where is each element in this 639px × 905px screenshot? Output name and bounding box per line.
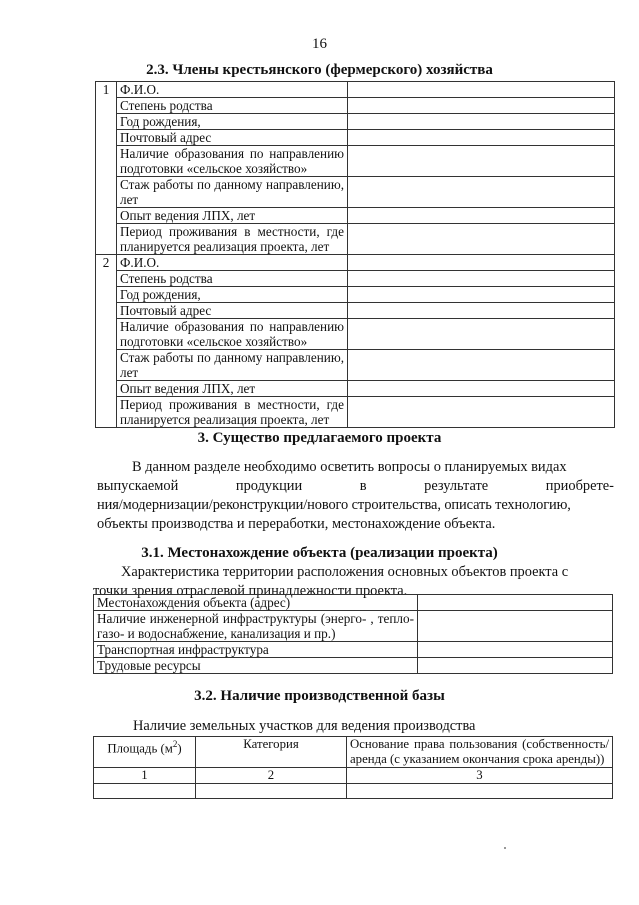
member-field-value[interactable] [348,350,615,381]
table-row [96,208,615,224]
member-field-value[interactable] [348,397,615,428]
word: приобрете- [545,478,614,494]
page-number: 16 [312,36,327,52]
member-field-label: Степень родства [117,98,348,114]
member-field-label: Ф.И.О. [117,82,348,98]
table-row [96,224,615,255]
table-row [96,350,615,381]
table-number-row [94,768,613,784]
member-field-label: Степень родства [117,271,348,287]
table-row [96,381,615,397]
header-basis: Основание права пользования (собственность/аренда (с указанием окончания срока аренды)) [347,737,613,768]
member-field-label: Период проживания в местности, где планируется реализация проекта, лет [117,397,348,428]
member-field-value[interactable] [348,177,615,208]
section-3-line-2 [97,477,614,496]
table-row [96,397,615,428]
table-cell[interactable] [347,784,613,799]
member-field-label: Наличие образования по направлению подготовки «сельское хозяйство» [117,146,348,177]
member-field-value[interactable] [348,255,615,271]
member-field-label: Опыт ведения ЛПХ, лет [117,208,348,224]
location-row-value[interactable] [418,658,613,674]
member-field-label: Почтовый адрес [117,130,348,146]
member-field-value[interactable] [348,287,615,303]
table-cell[interactable] [94,784,196,799]
section-3-1-line-1: Характеристика территории расположения основных объектов проекта с [121,564,569,580]
table-row [96,319,615,350]
member-field-value[interactable] [348,271,615,287]
table-row [96,82,615,98]
location-row-value[interactable] [418,595,613,611]
table-row [94,784,613,799]
section-3-line-1: В данном разделе необходимо осветить вопросы о планируемых видах [132,459,567,475]
location-row-value[interactable] [418,611,613,642]
location-row-label: Наличие инженерной инфраструктуры (энерго- , тепло-газо- и водоснабжение, канализация и пр.) [94,611,418,642]
section-3-title: 3. Существо предлагаемого проекта [197,430,442,446]
table-row [94,595,613,611]
word: продукции [235,478,303,494]
member-field-label: Ф.И.О. [117,255,348,271]
table-cell[interactable] [196,784,347,799]
members-table [95,81,615,428]
table-row [96,287,615,303]
land-table-caption: Наличие земельных участков для ведения производства [133,718,476,734]
member-field-value[interactable] [348,303,615,319]
member-field-label: Период проживания в местности, где планируется реализация проекта, лет [117,224,348,255]
location-row-value[interactable] [418,642,613,658]
member-field-value[interactable] [348,114,615,130]
location-table [93,594,613,674]
table-row [96,303,615,319]
member-field-value[interactable] [348,130,615,146]
section-3-1-line-2: точки зрения отраслевой принадлежности проекта. [93,583,408,599]
header-category: Категория [196,737,347,768]
word: результате [424,478,489,494]
member-field-label: Почтовый адрес [117,303,348,319]
section-3-2-title: 3.2. Наличие производственной базы [194,688,445,704]
table-row [94,611,613,642]
member-field-label: Год рождения, [117,287,348,303]
column-number: 1 [94,768,196,784]
table-header-row [94,737,613,768]
table-row [96,177,615,208]
section-3-paragraph [97,458,614,534]
table-row [96,98,615,114]
section-3-line-3: ния/модернизации/реконструкции/нового строительства, описать технологию, [97,497,571,513]
member-field-value[interactable] [348,146,615,177]
member-field-value[interactable] [348,98,615,114]
column-number: 2 [196,768,347,784]
section-2-3-title: 2.3. Члены крестьянского (фермерского) хозяйства [146,62,493,78]
member-field-value[interactable] [348,224,615,255]
member-number: 1 [96,82,117,255]
location-row-label: Транспортная инфраструктура [94,642,418,658]
word: в [359,478,367,494]
member-field-label: Опыт ведения ЛПХ, лет [117,381,348,397]
member-field-value[interactable] [348,82,615,98]
member-field-label: Стаж работы по данному направлению, лет [117,177,348,208]
table-row [96,255,615,271]
member-field-label: Наличие образования по направлению подготовки «сельское хозяйство» [117,319,348,350]
member-field-label: Год рождения, [117,114,348,130]
location-row-label: Местонахождения объекта (адрес) [94,595,418,611]
column-number: 3 [347,768,613,784]
table-row [96,146,615,177]
member-field-value[interactable] [348,319,615,350]
word: выпускаемой [97,478,179,494]
section-3-line-4: объекты производства и переработки, местонахождение объекта. [97,516,496,532]
member-field-value[interactable] [348,208,615,224]
scan-speck [504,847,506,849]
table-row [96,271,615,287]
table-row [94,642,613,658]
member-field-value[interactable] [348,381,615,397]
table-row [96,114,615,130]
member-field-label: Стаж работы по данному направлению, лет [117,350,348,381]
member-number: 2 [96,255,117,428]
location-row-label: Трудовые ресурсы [94,658,418,674]
section-3-1-title: 3.1. Местонахождение объекта (реализации проекта) [141,545,498,561]
land-plots-table [93,736,613,799]
header-area: Площадь $(м^2)$ [94,737,196,768]
table-row [96,130,615,146]
table-row [94,658,613,674]
